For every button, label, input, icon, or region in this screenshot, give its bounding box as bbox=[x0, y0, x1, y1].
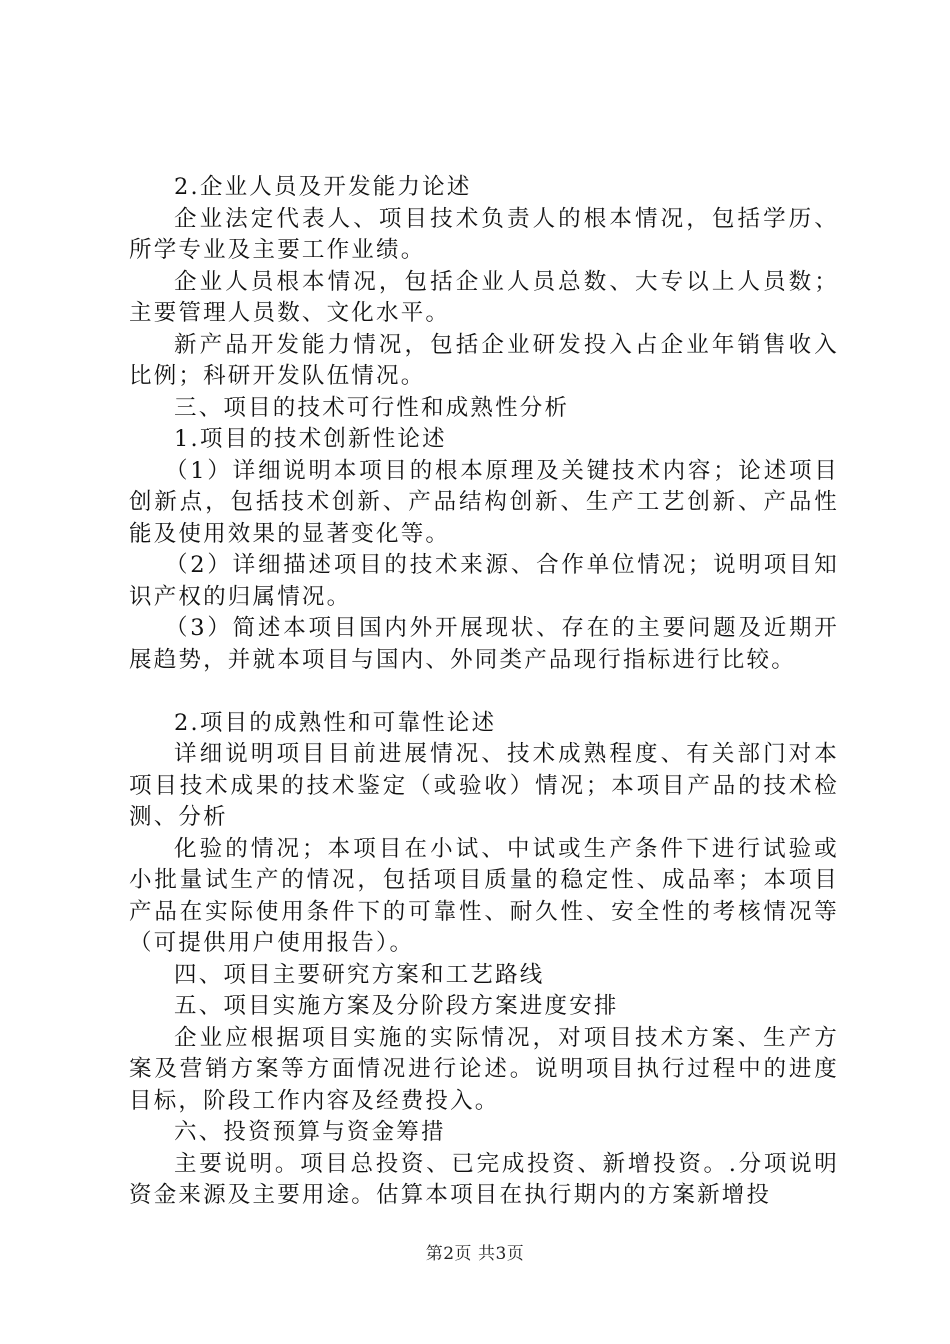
page-footer: 第2页 共3页 bbox=[425, 1244, 525, 1264]
blank-line bbox=[129, 676, 839, 708]
document-body bbox=[129, 172, 839, 1212]
paragraph-testing: 化验的情况；本项目在小试、中试或生产条件下进行试验或小批量试生产的情况，包括项目质量的稳定性、成品率；本项目产品在实际使用条件下的可靠性、耐久性、安全性的考核情况等（可提供用户使用报告）。 bbox=[129, 835, 839, 956]
heading-2-maturity: 2.项目的成熟性和可靠性论述 bbox=[174, 709, 497, 736]
section-heading-3-feasibility: 三、项目的技术可行性和成熟性分析 bbox=[174, 394, 570, 421]
paragraph-item-1: （1）详细说明本项目的根本原理及关键技术内容；论述项目创新点，包括技术创新、产品结构创新、生产工艺创新、产品性能及使用效果的显著变化等。 bbox=[129, 457, 839, 547]
paragraph-implementation: 企业应根据项目实施的实际情况，对项目技术方案、生产方案及营销方案等方面情况进行论述。说明项目执行过程中的进度目标，阶段工作内容及经费投入。 bbox=[129, 1024, 839, 1114]
section-heading-6-budget: 六、投资预算与资金筹措 bbox=[174, 1119, 446, 1145]
heading-1-innovation: 1.项目的技术创新性论述 bbox=[174, 426, 447, 452]
paragraph-item-2: （2）详细描述项目的技术来源、合作单位情况；说明项目知识产权的归属情况。 bbox=[129, 552, 839, 610]
paragraph-progress: 详细说明项目目前进展情况、技术成熟程度、有关部门对本项目技术成果的技术鉴定（或验收）情况；本项目产品的技术检测、分析 bbox=[129, 741, 839, 830]
section-heading-5-implementation: 五、项目实施方案及分阶段方案进度安排 bbox=[174, 993, 619, 1019]
paragraph-budget: 主要说明。项目总投资、已完成投资、新增投资。.分项说明资金来源及主要用途。估算本项目在执行期内的方案新增投 bbox=[129, 1150, 839, 1208]
section-heading-4-research-plan: 四、项目主要研究方案和工艺路线 bbox=[174, 961, 545, 988]
heading-2-personnel: 2.企业人员及开发能力论述 bbox=[174, 174, 472, 200]
paragraph-legal-rep: 企业法定代表人、项目技术负责人的根本情况，包括学历、所学专业及主要工作业绩。 bbox=[129, 205, 839, 263]
paragraph-item-3: （3）简述本项目国内外开展现状、存在的主要问题及近期开展趋势，并就本项目与国内、外同类产品现行指标进行比较。 bbox=[129, 615, 839, 673]
paragraph-rd-capacity: 新产品开发能力情况，包括企业研发投入占企业年销售收入比例；科研开发队伍情况。 bbox=[129, 331, 839, 389]
paragraph-staff-basics: 企业人员根本情况，包括企业人员总数、大专以上人员数；主要管理人员数、文化水平。 bbox=[129, 268, 839, 326]
